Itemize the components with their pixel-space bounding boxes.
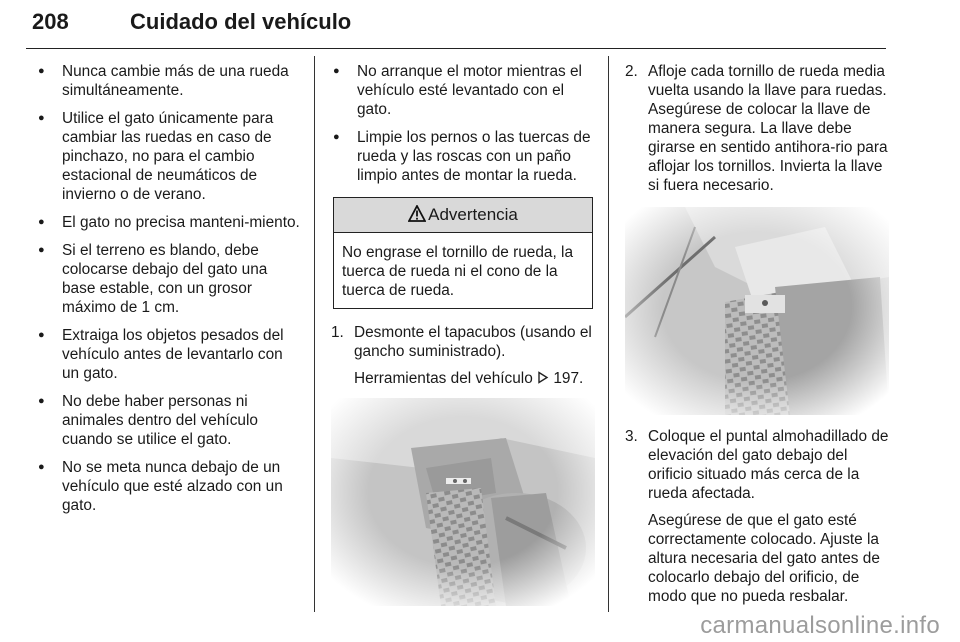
step-item bbox=[625, 62, 893, 195]
step-number: 3. bbox=[625, 428, 638, 445]
list-item: ● Nunca cambie más de una rueda simultáneamente. bbox=[36, 62, 300, 100]
list-item: ● El gato no precisa manteni-miento. bbox=[36, 213, 300, 232]
column-3 bbox=[625, 62, 893, 606]
step-text: Coloque el puntal almohadillado de elevación del gato debajo del orificio situado más cerca de la rueda afectada. bbox=[648, 428, 889, 502]
reference-text: Herramientas del vehículo bbox=[354, 370, 533, 387]
warning-title: Advertencia bbox=[428, 205, 518, 224]
warning-header bbox=[334, 198, 592, 233]
list-item: ● No arranque el motor mientras el vehículo esté levantado con el gato. bbox=[331, 62, 596, 119]
safety-list bbox=[331, 62, 596, 185]
step-number: 1. bbox=[331, 324, 344, 341]
list-item: ● Limpie los pernos o las tuercas de rueda y las roscas con un paño limpio antes de montar la rueda. bbox=[331, 128, 596, 185]
warning-text: No engrase el tornillo de rueda, la tuerca de rueda ni el cono de la tuerca de rueda. bbox=[342, 244, 574, 299]
page-number: 208 bbox=[32, 9, 69, 34]
steps-list bbox=[625, 62, 893, 195]
safety-list bbox=[36, 62, 300, 515]
list-item: ● Utilice el gato únicamente para cambiar las ruedas en caso de pinchazo, no para el cambio estacional de neumáticos de invierno o de verano. bbox=[36, 109, 300, 204]
reference-arrow-icon bbox=[537, 371, 549, 384]
reference-page: 197. bbox=[553, 370, 584, 387]
list-item: ● Si el terreno es blando, debe colocarse debajo del gato una base estable, con un grosor máximo de 1 cm. bbox=[36, 241, 300, 317]
column-2 bbox=[331, 62, 596, 606]
step-text: Desmonte el tapacubos (usando el gancho suministrado). bbox=[354, 324, 592, 360]
warning-box bbox=[333, 197, 593, 309]
watermark: carmanualsonline.info bbox=[700, 612, 940, 639]
column-divider bbox=[608, 56, 609, 612]
wheel-cover-photo bbox=[331, 398, 595, 606]
step-text: Asegúrese de que el gato esté correctamente colocado. Ajuste la altura necesaria del gato antes de colocarlo debajo del orificio, de modo que no pueda resbalar. bbox=[648, 512, 880, 605]
page-header bbox=[26, 0, 886, 49]
column-divider bbox=[314, 56, 315, 612]
steps-list bbox=[331, 323, 596, 388]
step-text: Afloje cada tornillo de rueda media vuelta usando la llave para ruedas. Asegúrese de colocar la llave de manera segura. La llave debe girarse en sentido antihora-rio para aflojar los tornillos. Invierta la llave si fuera necesario. bbox=[648, 63, 888, 194]
column-1 bbox=[36, 62, 300, 524]
cross-reference[interactable] bbox=[354, 369, 596, 388]
step-item bbox=[331, 323, 596, 388]
warning-triangle-icon bbox=[408, 205, 426, 222]
list-item: ● No se meta nunca debajo de un vehículo que esté alzado con un gato. bbox=[36, 458, 300, 515]
list-item: ● No debe haber personas ni animales dentro del vehículo cuando se utilice el gato. bbox=[36, 392, 300, 449]
list-item: ● Extraiga los objetos pesados del vehículo antes de levantarlo con un gato. bbox=[36, 326, 300, 383]
step-item bbox=[625, 427, 893, 606]
wheel-wrench-photo bbox=[625, 207, 889, 415]
steps-list bbox=[625, 427, 893, 606]
section-title: Cuidado del vehículo bbox=[130, 9, 352, 34]
step-number: 2. bbox=[625, 63, 638, 80]
